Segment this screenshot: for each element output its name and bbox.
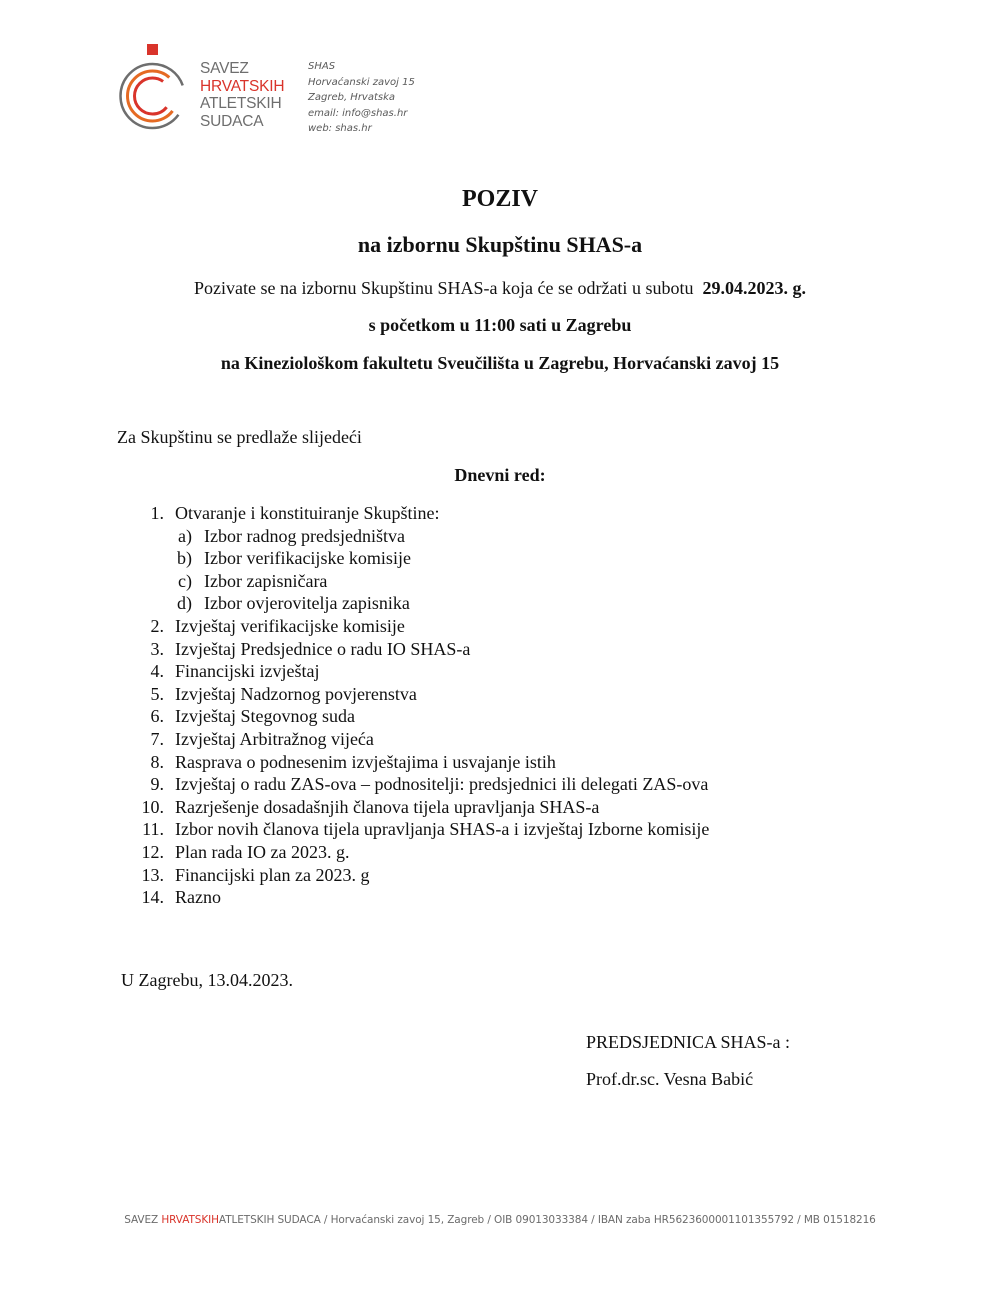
page-subtitle: na izbornu Skupštinu SHAS-a — [357, 232, 643, 257]
page-title: POZIV — [461, 186, 538, 212]
agenda-subitem — [140, 592, 709, 615]
agenda-item-number: 5. — [150, 683, 164, 704]
agenda-subitem-letter: d) — [177, 593, 192, 614]
contact-address: Horvaćanski zavoj 15 — [308, 76, 415, 88]
agenda-item — [140, 683, 709, 706]
footer-part-3: ATLETSKIH SUDACA — [218, 1214, 321, 1226]
agenda-item — [140, 728, 709, 751]
agenda-item-number: 9. — [150, 774, 164, 795]
logo-line-4: SUDACA — [200, 112, 264, 130]
logo-wordmark — [200, 60, 284, 130]
agenda-item-text: Financijski plan za 2023. g — [175, 864, 370, 885]
contact-block — [308, 59, 415, 137]
agenda-subitem-text: Izbor verifikacijske komisije — [204, 548, 411, 569]
place-line: na Kineziološkom fakultetu Sveučilišta u Zagrebu, Horvaćanski zavoj 15 — [220, 353, 780, 373]
agenda-item-text: Izvještaj Predsjednice o radu IO SHAS-a — [175, 638, 471, 659]
agenda-subitem-letter: b) — [177, 548, 192, 569]
agenda-subitem-text: Izbor zapisničara — [204, 570, 328, 591]
time-line: s početkom u 11:00 sati u Zagrebu — [368, 315, 632, 335]
footer-part-2: HRVATSKIH — [161, 1214, 219, 1226]
agenda-item-text: Rasprava o podnesenim izvještajima i usvajanje istih — [175, 751, 556, 772]
agenda-item — [140, 841, 709, 864]
invite-line — [0, 278, 1000, 299]
agenda-subitem-letter: c) — [178, 570, 192, 591]
agenda-item-text: Razno — [175, 887, 221, 908]
agenda-item-number: 4. — [150, 661, 164, 682]
agenda-subitem — [140, 525, 709, 548]
agenda-subitem-text: Izbor radnog predsjedništva — [204, 525, 405, 546]
agenda-item-number: 8. — [150, 751, 164, 772]
agenda-item — [140, 751, 709, 774]
agenda-item — [140, 773, 709, 796]
invite-text: Pozivate se na izbornu Skupštinu SHAS-a koja će se održati u subotu — [194, 278, 694, 298]
agenda-item-text: Izvještaj Arbitražnog vijeća — [175, 728, 374, 749]
agenda-intro: Za Skupštinu se predlaže slijedeći — [117, 427, 362, 447]
agenda-item — [140, 638, 709, 661]
agenda-item-text: Razrješenje dosadašnjih članova tijela upravljanja SHAS-a — [175, 796, 600, 817]
contact-org: SHAS — [308, 61, 336, 72]
agenda-list — [140, 502, 709, 909]
shas-logo-icon — [118, 44, 190, 134]
agenda-item — [140, 796, 709, 819]
agenda-item — [140, 864, 709, 887]
agenda-item-number: 11. — [142, 819, 164, 840]
agenda-item-number: 6. — [150, 706, 164, 727]
footer-details: / Horvaćanski zavoj 15, Zagreb / OIB 09013033384 / IBAN zaba HR5623600001101355792 / MB 01518216 — [323, 1214, 876, 1226]
agenda-item-text: Otvaranje i konstituiranje Skupštine: — [175, 503, 440, 523]
agenda-subitem-text: Izbor ovjerovitelja zapisnika — [204, 593, 410, 614]
logo-line-3: ATLETSKIH — [200, 95, 282, 112]
agenda-item — [140, 705, 709, 728]
agenda-item — [140, 660, 709, 683]
agenda-title: Dnevni red: — [454, 465, 546, 485]
agenda-item-number: 1. — [150, 503, 164, 523]
agenda-subitem-letter: a) — [178, 525, 192, 546]
agenda-item-text: Izvještaj Nadzornog povjerenstva — [175, 683, 417, 704]
agenda-item-number: 13. — [141, 864, 164, 885]
agenda-item-text: Plan rada IO za 2023. g. — [175, 841, 350, 862]
logo-line-2: HRVATSKIH — [200, 77, 285, 95]
agenda-item-number: 2. — [150, 615, 164, 636]
agenda-item-text: Izbor novih članova tijela upravljanja SHAS-a i izvještaj Izborne komisije — [175, 819, 710, 840]
footer-part-1: SAVEZ — [124, 1214, 159, 1226]
agenda-item — [140, 886, 709, 909]
logo-line-1: SAVEZ — [200, 60, 249, 77]
signature-role: PREDSJEDNICA SHAS-a : — [586, 1032, 791, 1052]
agenda-item-text: Izvještaj o radu ZAS-ova – podnositelji: predsjednici ili delegati ZAS-ova — [175, 774, 709, 795]
signature-name: Prof.dr.sc. Vesna Babić — [586, 1069, 754, 1089]
agenda-item-text: Izvještaj verifikacijske komisije — [175, 615, 405, 636]
agenda-item-number: 12. — [141, 841, 164, 862]
page-footer — [0, 1214, 1000, 1226]
contact-city: Zagreb, Hrvatska — [308, 92, 396, 103]
contact-email: email: info@shas.hr — [308, 107, 408, 119]
agenda-item — [140, 502, 709, 525]
invite-date: 29.04.2023. g. — [702, 278, 806, 298]
agenda-item-text: Financijski izvještaj — [175, 661, 320, 682]
date-line: U Zagrebu, 13.04.2023. — [121, 970, 293, 990]
agenda-subitem — [140, 547, 709, 570]
agenda-item-number: 7. — [150, 728, 164, 749]
agenda-item-number: 14. — [141, 887, 164, 908]
agenda-item-number: 10. — [141, 796, 164, 817]
agenda-item-text: Izvještaj Stegovnog suda — [175, 706, 355, 727]
contact-web: web: shas.hr — [308, 123, 372, 134]
agenda-item — [140, 818, 709, 841]
agenda-item-number: 3. — [150, 638, 164, 659]
agenda-subitem — [140, 570, 709, 593]
agenda-item — [140, 615, 709, 638]
